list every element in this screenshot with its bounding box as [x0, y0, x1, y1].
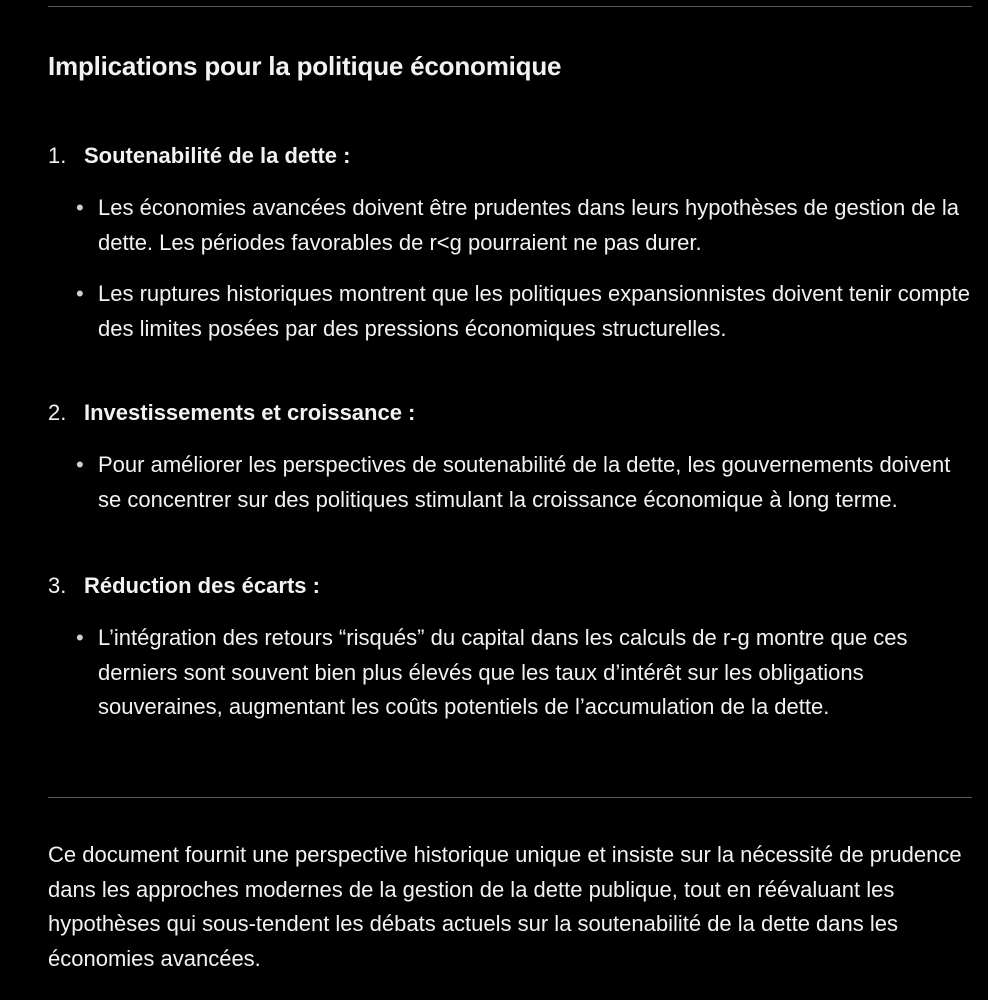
item-number: 3.: [48, 573, 67, 598]
numbered-item-debt-sustainability: [48, 139, 350, 173]
numbered-item-gap-reduction: [48, 569, 320, 603]
bullet-marker: •: [76, 281, 84, 306]
conclusion-paragraph: Ce document fournit une perspective historique unique et insiste sur la nécessité de prudence dans les approches modernes de la gestion de la dette publique, tout en réévaluant les hypothèses qui sous-tendent les débats actuels sur la soutenabilité de la dette dans les économies avancées.: [48, 842, 962, 971]
item-number: 1.: [48, 143, 67, 168]
middle-divider: [48, 797, 972, 798]
bullet-item: [76, 191, 976, 260]
item-title: Soutenabilité de la dette :: [84, 143, 351, 168]
bullet-text: L’intégration des retours “risqués” du capital dans les calculs de r-g montre que ces derniers sont souvent bien plus élevés que les taux d’intérêt sur les obligations souveraines, augmentant les coûts potentiels de l’accumulation de la dette.: [98, 625, 908, 719]
top-divider: [48, 6, 972, 7]
item-title: Réduction des écarts :: [84, 573, 320, 598]
bullet-text: Pour améliorer les perspectives de soutenabilité de la dette, les gouvernements doivent se concentrer sur des politiques stimulant la croissance économique à long terme.: [98, 452, 951, 512]
item-number: 2.: [48, 400, 67, 425]
bullet-text: Les ruptures historiques montrent que les politiques expansionnistes doivent tenir compte des limites posées par des pressions économiques structurelles.: [98, 281, 970, 341]
bullet-text: Les économies avancées doivent être prudentes dans leurs hypothèses de gestion de la dette. Les périodes favorables de r<g pourraient ne pas durer.: [98, 195, 960, 255]
bullet-marker: •: [76, 195, 84, 220]
section-heading: Implications pour la politique économique: [48, 51, 562, 81]
bullet-item: [76, 277, 976, 346]
numbered-item-investment-growth: [48, 396, 415, 430]
bullet-marker: •: [76, 625, 84, 650]
item-title: Investissements et croissance :: [84, 400, 416, 425]
bullet-item: [76, 448, 976, 517]
bullet-item: [76, 621, 976, 725]
bullet-marker: •: [76, 452, 84, 477]
